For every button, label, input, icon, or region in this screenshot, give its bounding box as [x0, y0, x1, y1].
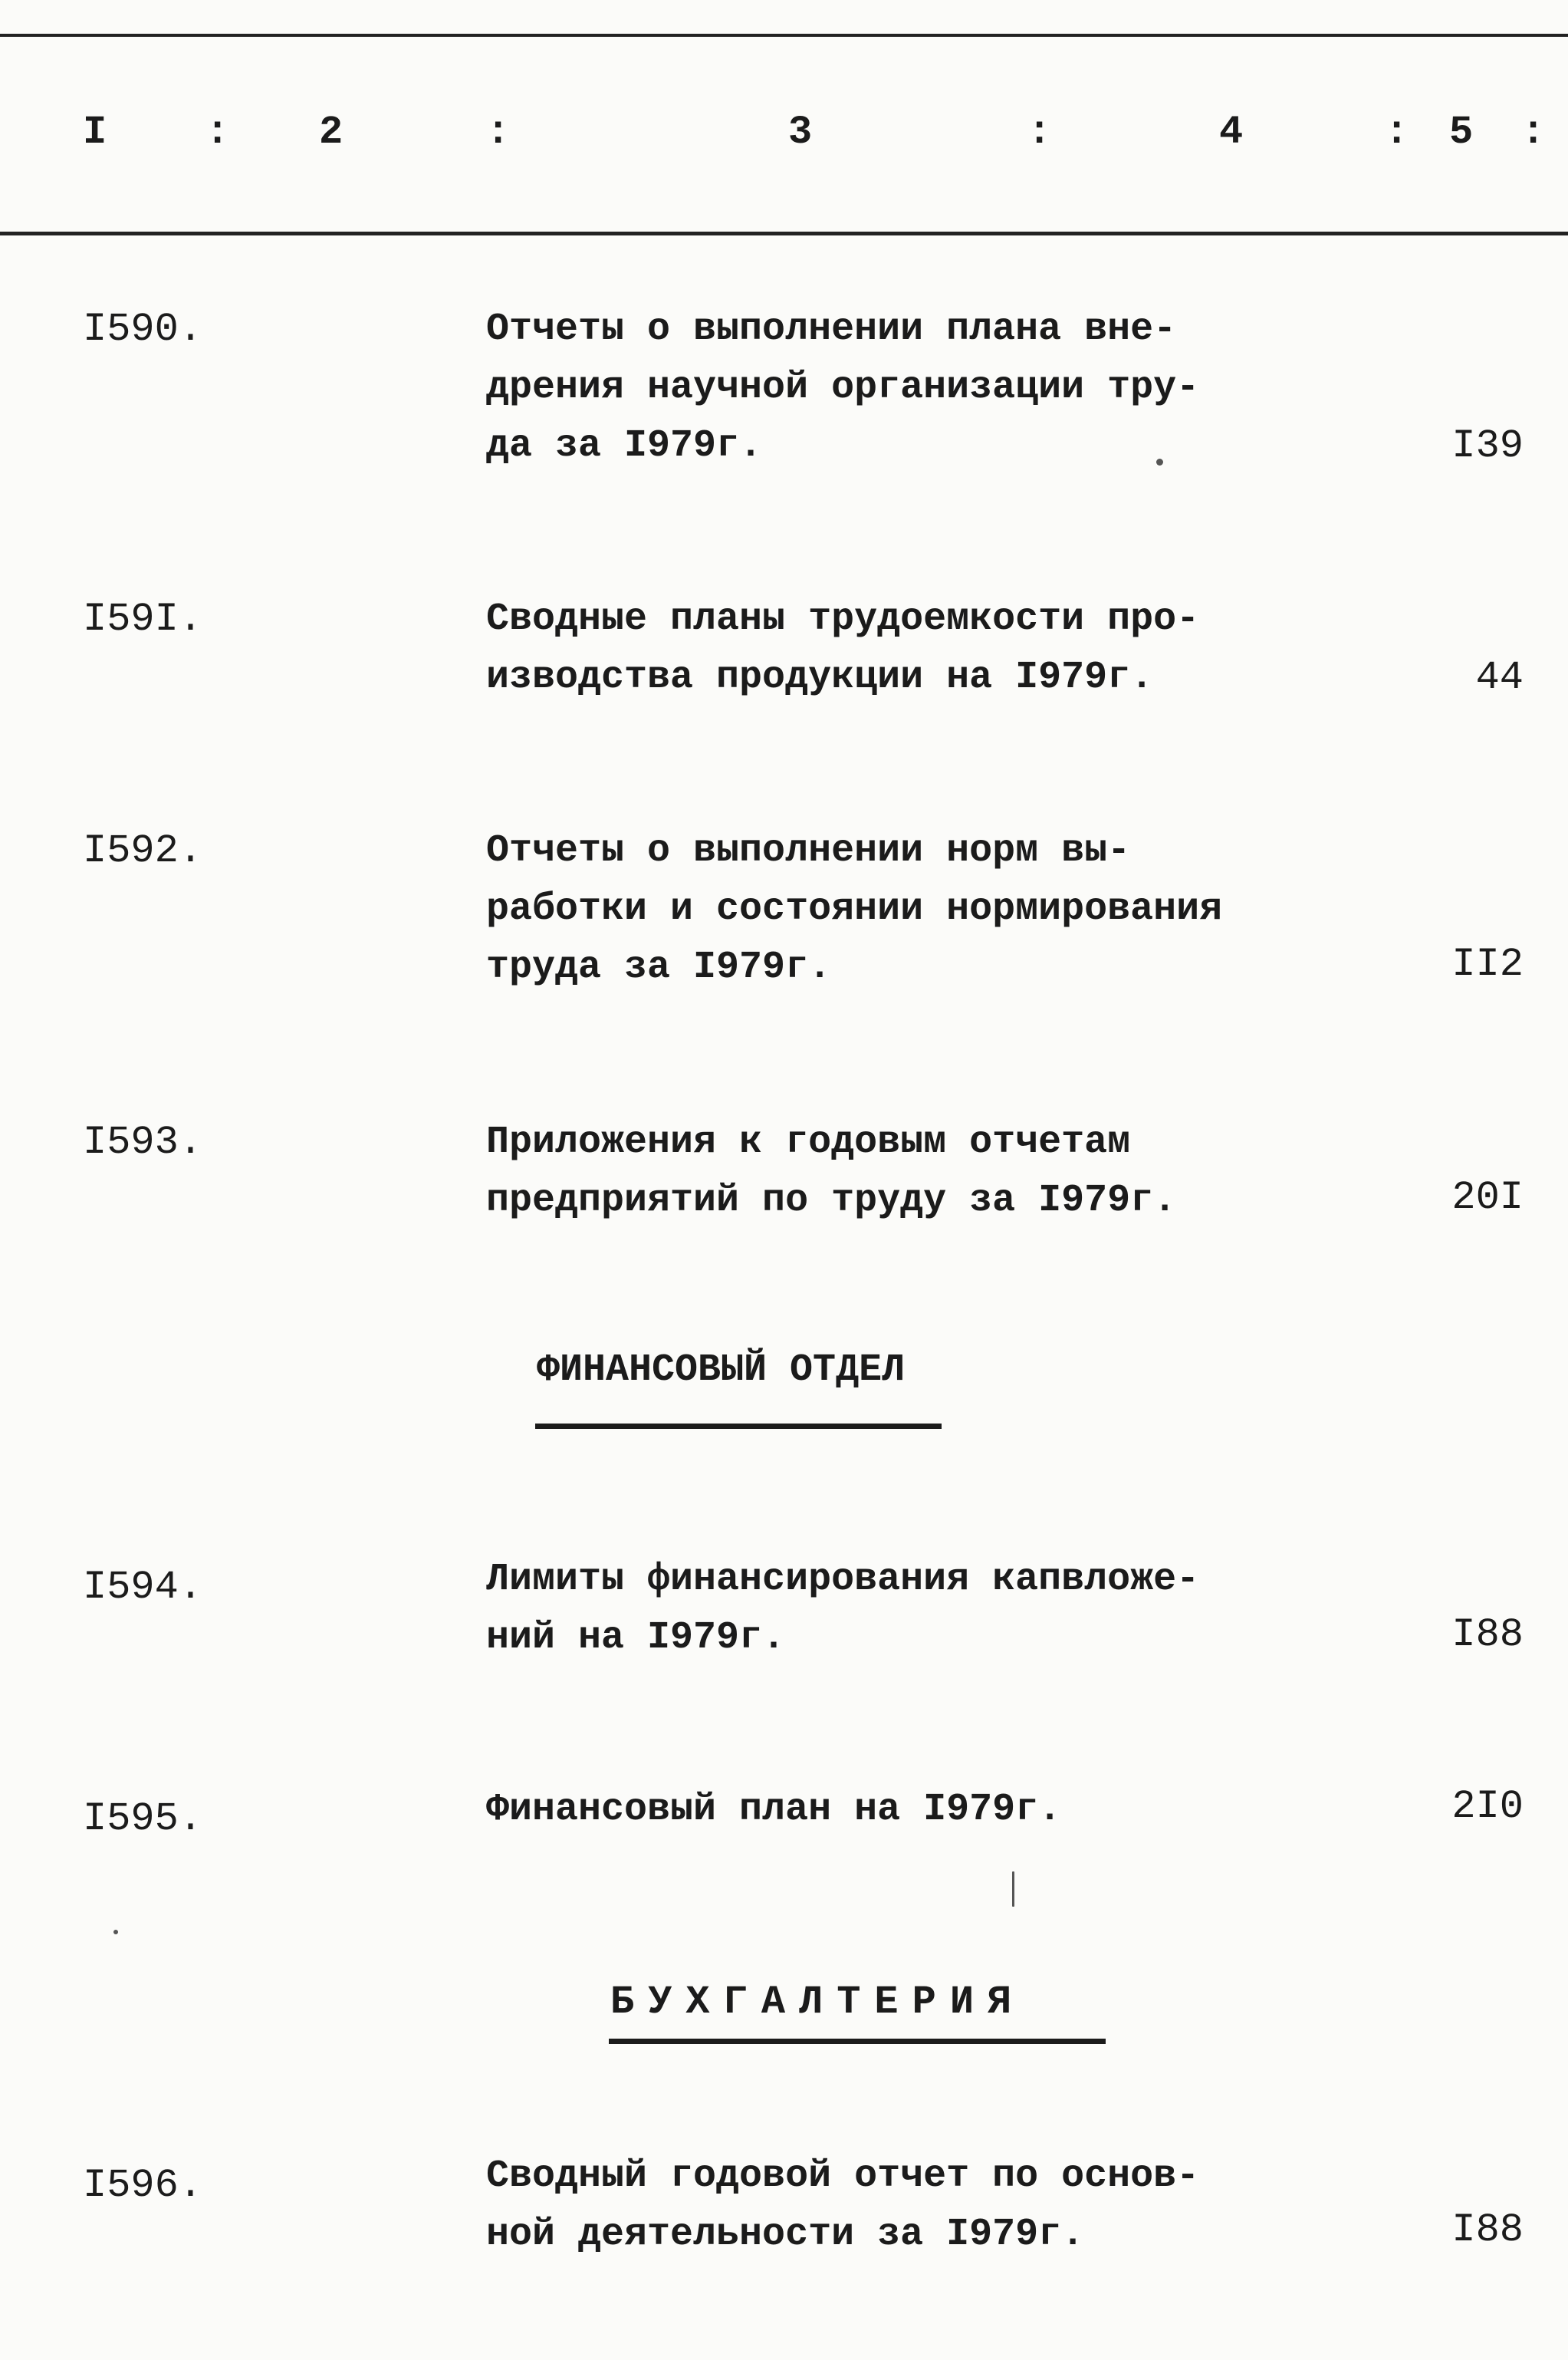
entry-number: I59I.: [83, 597, 203, 642]
entry-title-line: Лимиты финансирования капвложе-: [486, 1558, 1200, 1601]
column-separator: :: [1027, 110, 1052, 155]
entry-title-line: да за I979г.: [486, 424, 763, 468]
entry-title-line: Финансовый план на I979г.: [486, 1788, 1062, 1832]
entry-number: I593.: [83, 1120, 203, 1165]
entry-title: [486, 2148, 1299, 2264]
entry-title-line: дрения научной организации тру-: [486, 366, 1200, 410]
entry-title: [486, 822, 1299, 997]
scan-speck: [1012, 1871, 1014, 1907]
column-separator: :: [1385, 110, 1409, 155]
entry-sheet-count: I39: [1451, 423, 1524, 469]
entry-number: I596.: [83, 2163, 203, 2208]
entry-sheet-count: 20I: [1451, 1175, 1524, 1220]
column-header-2: 2: [319, 110, 344, 155]
section-heading-accounting: БУХГАЛТЕРИЯ: [610, 1980, 1026, 2025]
entry-title: [486, 1781, 1299, 1839]
scan-speck: [1156, 459, 1163, 466]
entry-title-line: труда за I979г.: [486, 946, 832, 989]
section-underline: [535, 1424, 942, 1429]
column-header-1: I: [83, 110, 107, 155]
entry-sheet-count: 44: [1475, 655, 1524, 700]
entry-sheet-count: I88: [1451, 1612, 1524, 1657]
entry-sheet-count: I88: [1451, 2207, 1524, 2253]
entry-number: I595.: [83, 1796, 203, 1842]
entry-title: [486, 301, 1299, 476]
entry-title-line: ной деятельности за I979г.: [486, 2213, 1085, 2256]
column-header-3: 3: [788, 110, 813, 155]
entry-title-line: Отчеты о выполнении плана вне-: [486, 308, 1177, 351]
column-separator: :: [486, 110, 511, 155]
entry-sheet-count: II2: [1451, 942, 1524, 987]
entry-title-line: Отчеты о выполнении норм вы-: [486, 829, 1131, 873]
entry-number: I594.: [83, 1565, 203, 1610]
entry-title-line: изводства продукции на I979г.: [486, 656, 1154, 699]
column-separator: :: [205, 110, 230, 155]
column-header-4: 4: [1219, 110, 1244, 155]
section-heading-finance: ФИНАНСОВЫЙ ОТДЕЛ: [537, 1348, 906, 1392]
entry-number: I590.: [83, 307, 203, 352]
entry-title-line: Приложения к годовым отчетам: [486, 1121, 1131, 1164]
scan-speck: [113, 1930, 118, 1934]
section-underline: [609, 2039, 1106, 2044]
entry-title-line: Сводные планы трудоемкости про-: [486, 597, 1200, 641]
entry-title-line: предприятий по труду за I979г.: [486, 1179, 1177, 1223]
entry-title-line: ний на I979г.: [486, 1616, 786, 1660]
column-header-5: 5: [1449, 110, 1474, 155]
header-bottom-rule: [0, 232, 1568, 235]
top-rule: [0, 34, 1568, 37]
entry-title: [486, 1114, 1299, 1230]
entry-title-line: работки и состоянии нормирования: [486, 887, 1223, 931]
entry-title: [486, 1551, 1299, 1667]
entry-title-line: Сводный годовой отчет по основ-: [486, 2154, 1200, 2198]
column-separator: :: [1521, 110, 1546, 155]
entry-title: [486, 591, 1299, 707]
entry-number: I592.: [83, 828, 203, 874]
entry-sheet-count: 2I0: [1451, 1784, 1524, 1829]
